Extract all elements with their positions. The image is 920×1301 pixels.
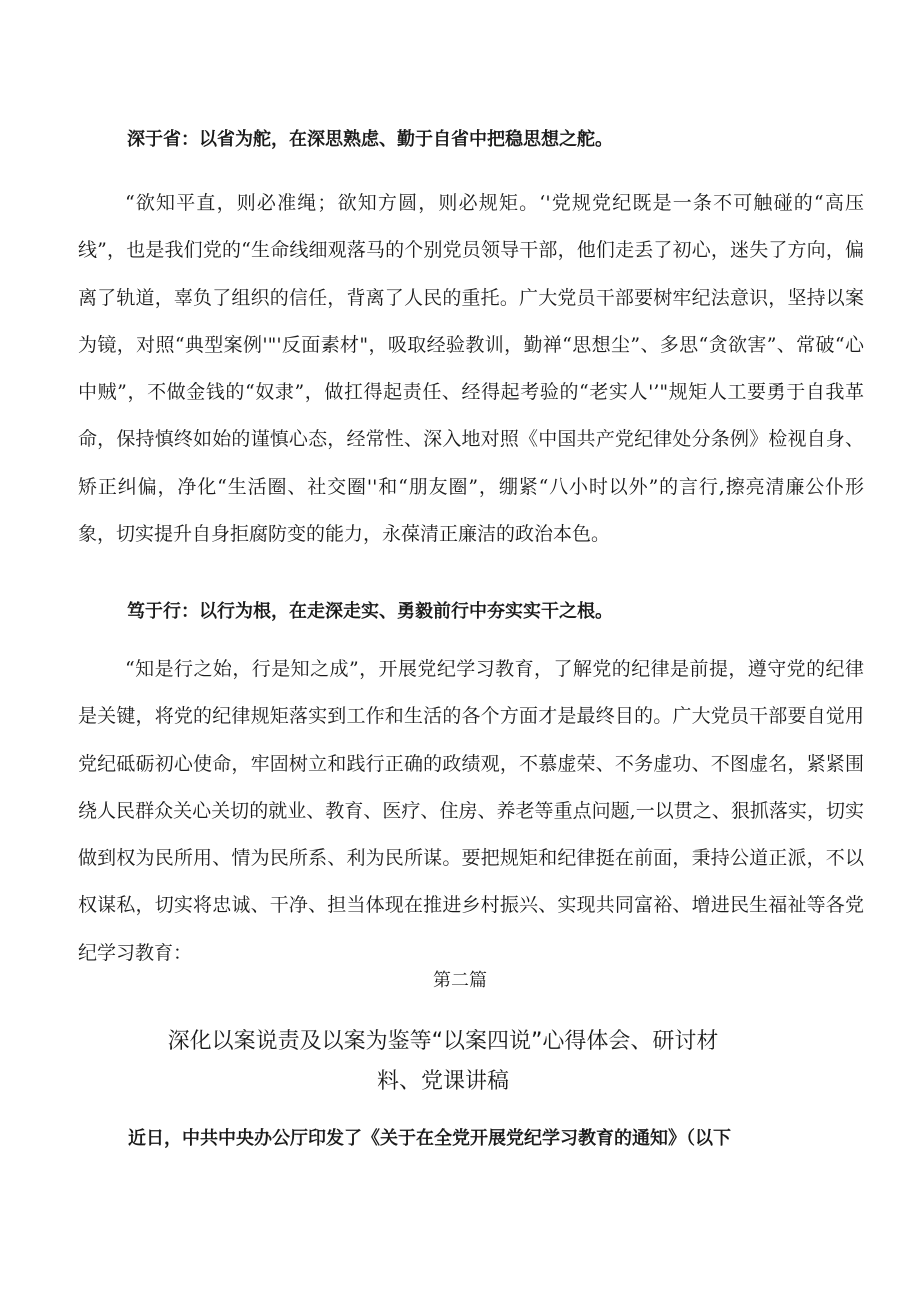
intro-paragraph: 近日，中共中央办公厅印发了《关于在全党开展党纪学习教育的通知》（以下 — [128, 1128, 731, 1149]
body-paragraph-action: “知是行之始，行是知之成”，开展党纪学习教育，了解党的纪律是前提，遵守党的纪律是关键，将党的纪律规矩落实到工作和生活的各个方面才是最终目的。广大党员干部要自觉用党纪砥砺初心使命，牢固树立和践行正确的政绩观，不慕虚荣、不务虚功、不图虚名，紧紧围绕人民群众关心关切的就业、教育、医疗、住房、养老等重点问题,一以贯之、狠抓落实，切实做到权为民所用、情为民所系、利为民所谋。要把规矩和纪律挺在前面，秉持公道正派，不以权谋私，切实将忠诚、干净、担当体现在推进乡村振兴、实现共同富裕、增进民生福祉等各党纪学习教育： — [78, 658, 864, 964]
document-title-line-2: 料、党课讲稿 — [376, 1069, 509, 1094]
document-title-line-1: 深化以案说责及以案为鉴等“以案四说”心得体会、研讨材 — [167, 1029, 719, 1054]
document-title — [0, 1022, 920, 1102]
body-paragraph-discipline: “欲知平直，则必准绳；欲知方圆，则必规矩。‘'党规党纪既是一条不可触碰的“高压线”，也是我们党的“生命线细观落马的个别党员领导干部，他们走丢了初心，迷失了方向，偏离了轨道，辜负了组织的信任，背离了人民的重托。广大党员干部要树牢纪法意识，坚持以案为镜，对照“典型案例'"'反面素材"，吸取经验教训，勤禅“思想尘”、多思“贪欲害”、常破“心中贼”，不做金钱的“奴隶”，做扛得起责任、经得起考验的“老实人'’"规矩人工要勇于自我革命，保持慎终如始的谨慎心态，经常性、深入地对照《中国共产党纪律处分条例》检视自身、矫正纠偏，净化“生活圈、社交圈''和“朋友圈”，绷紧“八小时以外”的言行,擦亮清廉公仆形象，切实提升自身拒腐防变的能力，永葆清正廉洁的政治本色。 — [78, 192, 864, 546]
section-heading-action: 笃于行：以行为根，在走深走实、勇毅前行中夯实实干之根。 — [127, 601, 613, 622]
part-label: 第二篇 — [433, 970, 487, 991]
section-heading-self-reflection: 深于省：以省为舵，在深思熟虑、勤于自省中把稳思想之舵。 — [127, 129, 613, 150]
